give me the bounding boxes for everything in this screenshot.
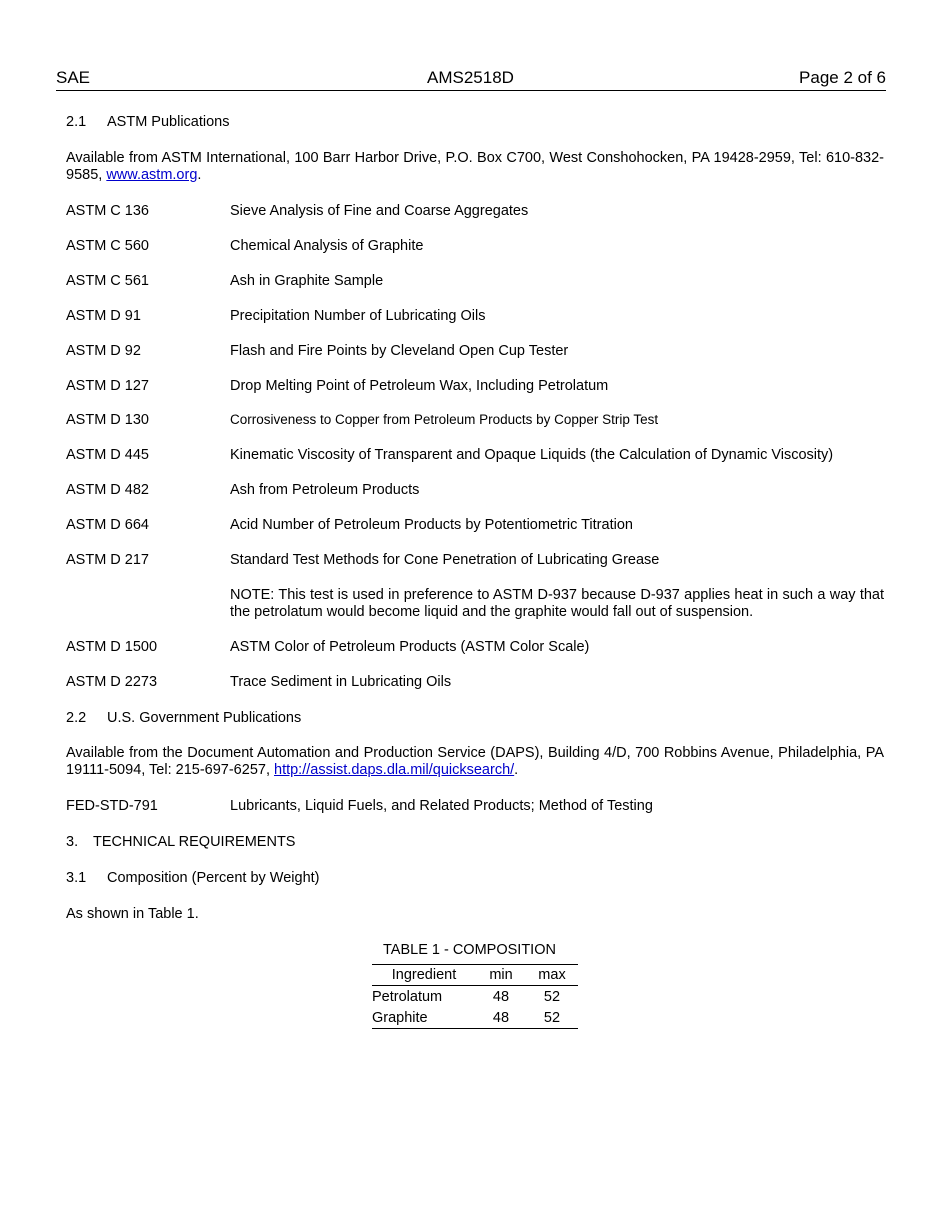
table-cell: 48 [492,988,510,1005]
ref-title: Corrosiveness to Copper from Petroleum Products by Copper Strip Test [230,412,659,427]
ref-code: ASTM C 561 [66,273,149,289]
composition-table [372,964,578,1029]
astm-availability: Available from ASTM International, 100 Barr Harbor Drive, P.O. Box C700, West Conshohocken, PA 19428-2959, Tel: 610-832-9585, www.astm.org. [66,150,884,183]
ref-code: ASTM D 127 [66,378,149,394]
header-page-number: Page 2 of 6 [799,68,886,87]
ref-code: ASTM D 664 [66,517,149,533]
ref-code: ASTM D 1500 [66,639,158,655]
page-header [56,68,886,91]
ref-title: Flash and Fire Points by Cleveland Open Cup Tester [230,343,569,359]
table-row [372,1007,578,1029]
column-header: min [476,965,526,986]
ref-title: Lubricants, Liquid Fuels, and Related Products; Method of Testing [230,798,653,814]
ref-code: ASTM C 136 [66,203,149,219]
ref-code: ASTM D 92 [66,343,141,359]
ref-title: Precipitation Number of Lubricating Oils [230,308,486,324]
ref-title: Drop Melting Point of Petroleum Wax, Including Petrolatum [230,378,609,394]
ref-title: Chemical Analysis of Graphite [230,238,424,254]
column-header: Ingredient [372,965,476,986]
table-header-row [372,965,578,986]
ref-code: ASTM D 2273 [66,674,158,690]
section-3-number: 3. [66,834,79,850]
ref-title: Standard Test Methods for Cone Penetration of Lubricating Grease [230,552,660,568]
ref-code: ASTM D 482 [66,482,149,498]
ref-title: ASTM Color of Petroleum Products (ASTM Color Scale) [230,639,590,655]
ref-code: ASTM D 217 [66,552,149,568]
ref-code: ASTM D 91 [66,308,141,324]
section-2-2-title: U.S. Government Publications [107,710,302,726]
daps-availability-text: Available from the Document Automation and Production Service (DAPS), Building 4/D, 700 Robbins Avenue, Philadelphia, PA 19111-5094, Tel: 215-697-6257, [66,745,884,778]
section-3-1-number: 3.1 [66,870,87,886]
section-3-1-text: As shown in Table 1. [66,906,199,922]
ref-code: ASTM D 130 [66,412,149,428]
ref-title: Ash from Petroleum Products [230,482,420,498]
table-cell: 48 [476,1007,526,1029]
table-title: TABLE 1 - COMPOSITION [383,942,556,958]
daps-link[interactable]: http://assist.daps.dla.mil/quicksearch/ [274,762,515,778]
daps-availability: Available from the Document Automation and Production Service (DAPS), Building 4/D, 700 Robbins Avenue, Philadelphia, PA 19111-5094, Tel: 215-697-6257, http://assist.daps.dla.mil/quicksearch/. [66,745,884,778]
section-2-1-title: ASTM Publications [107,114,230,130]
d217-note: NOTE: This test is used in preference to ASTM D-937 because D-937 applies heat in such a way that the petrolatum would become liquid and the graphite would fall out of suspension. [230,587,884,620]
section-3-title: TECHNICAL REQUIREMENTS [93,834,296,850]
table-cell: Graphite [372,1007,476,1029]
table-cell: 52 [526,1007,578,1029]
ref-code: ASTM D 445 [66,447,149,463]
table-cell: 52 [543,988,561,1005]
ref-code: FED-STD-791 [66,798,158,814]
ref-title: Kinematic Viscosity of Transparent and Opaque Liquids (the Calculation of Dynamic Viscosity) [230,447,834,463]
ref-title: Sieve Analysis of Fine and Coarse Aggregates [230,203,529,219]
ref-title: Acid Number of Petroleum Products by Potentiometric Titration [230,517,633,533]
table-cell: Petrolatum [372,988,443,1005]
section-2-1-number: 2.1 [66,114,87,130]
astm-availability-text: Available from ASTM International, 100 Barr Harbor Drive, P.O. Box C700, West Conshohocken, PA 19428-2959, Tel: 610-832-9585, [66,150,884,183]
header-doc-number: AMS2518D [427,68,514,87]
section-2-2-number: 2.2 [66,710,87,726]
astm-link[interactable]: www.astm.org [106,167,198,183]
column-header: max [526,965,578,986]
header-org: SAE [56,68,91,87]
ref-title: Ash in Graphite Sample [230,273,384,289]
section-3-1-title: Composition (Percent by Weight) [107,870,320,886]
ref-code: ASTM C 560 [66,238,149,254]
table-row [372,986,578,1008]
ref-title: Trace Sediment in Lubricating Oils [230,674,452,690]
